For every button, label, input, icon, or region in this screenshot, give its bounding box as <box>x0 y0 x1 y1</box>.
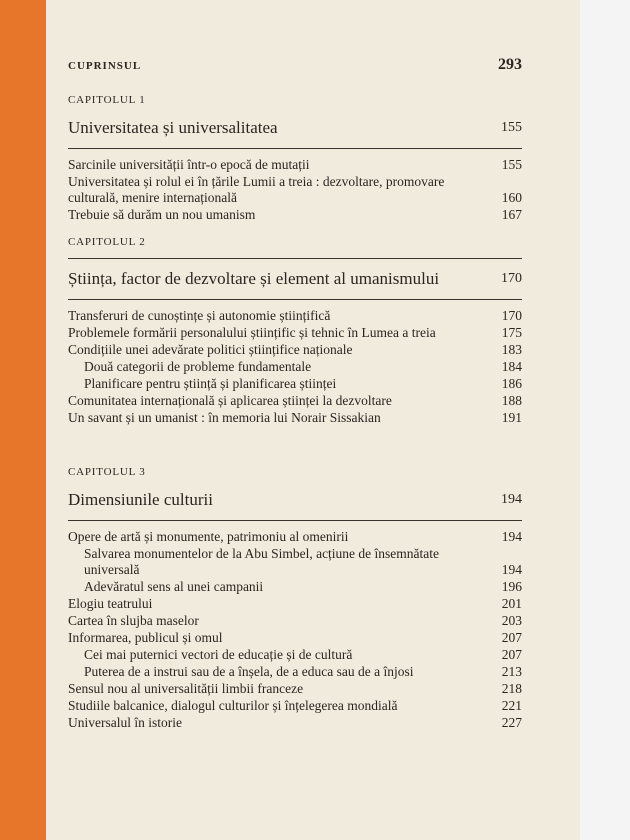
entry-page: 218 <box>501 681 522 696</box>
toc-entry: Opere de artă și monumente, patrimoniu al omenirii 194 <box>68 529 522 544</box>
entry-page: 183 <box>501 342 522 357</box>
entry-page: 207 <box>501 630 522 645</box>
chapter-title: Universitatea și universalitatea <box>68 118 278 137</box>
toc-entry: Elogiu teatrului 201 <box>68 596 522 611</box>
toc-entry: Sensul nou al universalității limbii franceze 218 <box>68 681 522 696</box>
orange-background-left <box>0 0 46 840</box>
toc-entry: Universitatea și rolul ei în țările Lumii a treia : dezvoltare, promovare culturală, menire internațională 160 <box>68 174 522 205</box>
toc-entry: Informarea, publicul și omul 207 <box>68 630 522 645</box>
entry-page: 203 <box>501 613 522 628</box>
toc-entry: Comunitatea internațională și aplicarea științei la dezvoltare 188 <box>68 393 522 408</box>
book-page <box>46 0 580 840</box>
entry-page: 194 <box>501 562 522 577</box>
entry-page: 160 <box>501 190 522 205</box>
chapter-3 <box>68 466 522 732</box>
chapter-1 <box>68 94 522 224</box>
chapter-label: CAPITOLUL 2 <box>68 236 146 248</box>
toc-entry: Studiile balcanice, dialogul culturilor și înțelegerea mondială 221 <box>68 698 522 713</box>
chapter-title-row <box>68 488 522 514</box>
chapter-divider <box>68 148 522 149</box>
entry-page: 194 <box>501 529 522 544</box>
entry-page: 221 <box>501 698 522 713</box>
toc-entry: Puterea de a instrui sau de a înșela, de a educa sau de a înjosi 213 <box>84 664 522 679</box>
toc-entry: Cartea în slujba maselor 203 <box>68 613 522 628</box>
entry-page: 213 <box>501 664 522 679</box>
entry-page: 188 <box>501 393 522 408</box>
toc-entry: Salvarea monumentelor de la Abu Simbel, acțiune de însemnătate universală 194 <box>84 546 522 577</box>
toc-entry: Trebuie să durăm un nou umanism 167 <box>68 207 522 222</box>
toc-entry: Problemele formării personalului științific și tehnic în Lumea a treia 175 <box>68 325 522 340</box>
chapter-title-row <box>68 267 522 293</box>
entry-page: 184 <box>501 359 522 374</box>
entry-page: 186 <box>501 376 522 391</box>
entry-page: 227 <box>501 715 522 730</box>
chapter-title-row <box>68 116 522 142</box>
toc-entry: Un savant și un umanist : în memoria lui Norair Sissakian 191 <box>68 410 522 425</box>
page-header <box>68 56 522 80</box>
toc-entry: Universalul în istorie 227 <box>68 715 522 730</box>
toc-entry: Condițiile unei adevărate politici științifice naționale 183 <box>68 342 522 357</box>
toc-entry: Transferuri de cunoștințe și autonomie științifică 170 <box>68 308 522 323</box>
entry-page: 155 <box>501 157 522 172</box>
entry-page: 175 <box>501 325 522 340</box>
chapter-page: 170 <box>501 271 522 286</box>
toc-entry: Adevăratul sens al unei campanii 196 <box>84 579 522 594</box>
entry-page: 196 <box>501 579 522 594</box>
toc-entry: Două categorii de probleme fundamentale 184 <box>84 359 522 374</box>
chapter-title: Știința, factor de dezvoltare și element al umanismului <box>68 269 440 288</box>
entry-page: 201 <box>501 596 522 611</box>
chapter-divider <box>68 299 522 300</box>
page-number: 293 <box>498 56 522 73</box>
entry-page: 191 <box>501 410 522 425</box>
chapter-2 <box>68 236 522 427</box>
toc-entry: Cei mai puternici vectori de educație și de cultură 207 <box>84 647 522 662</box>
entry-page: 167 <box>501 207 522 222</box>
chapter-page: 194 <box>501 492 522 507</box>
toc-entry: Planificare pentru știință și planificarea științei 186 <box>84 376 522 391</box>
chapter-page: 155 <box>501 120 522 135</box>
entry-page: 207 <box>501 647 522 662</box>
chapter-label: CAPITOLUL 1 <box>68 94 146 106</box>
chapter-divider <box>68 520 522 521</box>
chapter-label: CAPITOLUL 3 <box>68 466 146 478</box>
chapter-title: Dimensiunile culturii <box>68 490 213 509</box>
entry-page: 170 <box>501 308 522 323</box>
header-title: CUPRINSUL <box>68 60 142 72</box>
chapter-divider <box>68 258 522 259</box>
white-background-right <box>580 0 630 840</box>
toc-entry: Sarcinile universității într-o epocă de mutații 155 <box>68 157 522 172</box>
